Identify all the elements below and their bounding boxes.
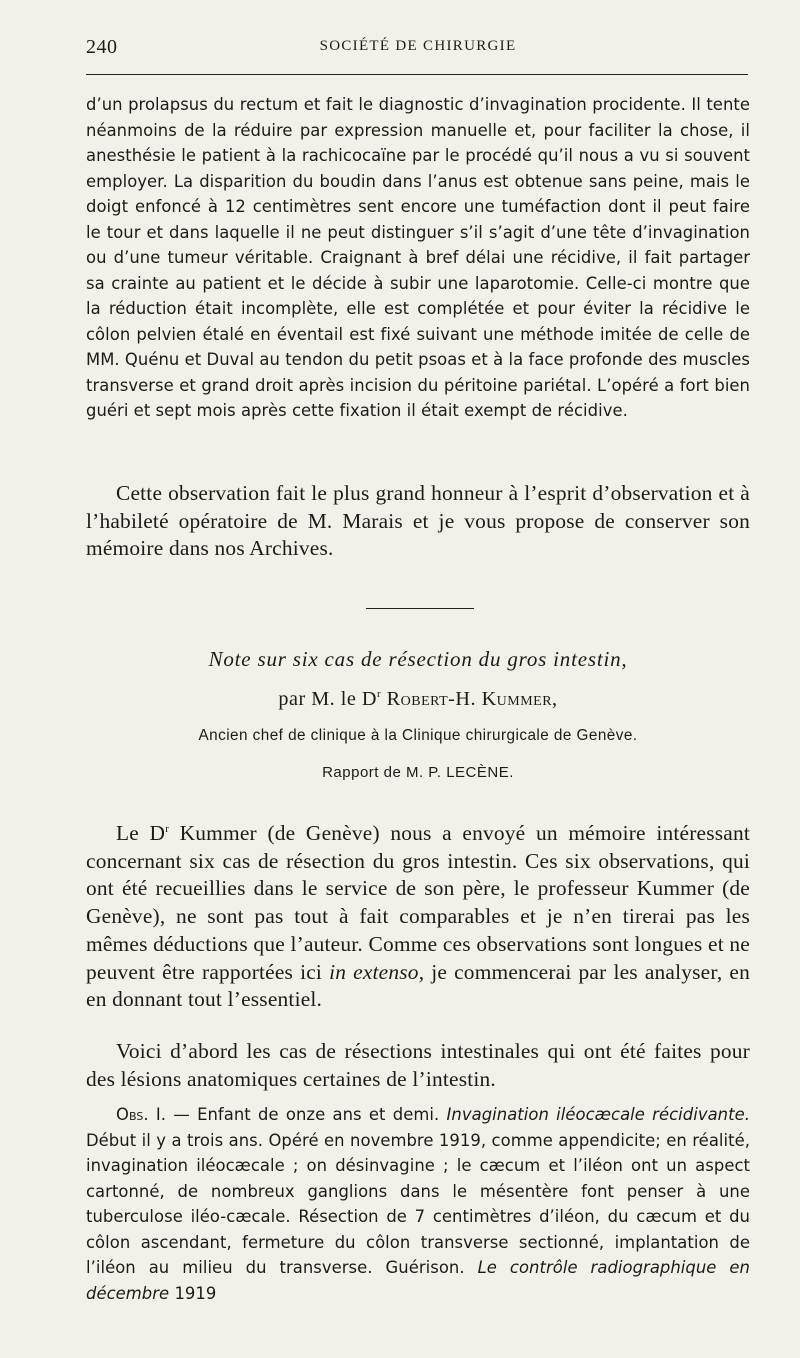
observation-italic-control: Le contrôle radiographique en décembre [86, 1258, 750, 1303]
section-separator-rule [366, 608, 474, 609]
observation-one [86, 1102, 750, 1306]
author-prefix: par M. le D [278, 688, 377, 710]
page-number: 240 [86, 36, 118, 58]
doctor-superscript: r [165, 823, 170, 835]
paragraph-3-text-part-1: Kummer (de Genève) nous a envoyé un mémoire intéressant concernant six cas de résection du gros intestin. Ces six observations, qui ont été recueillies dans le service de son père, le professeur Kummer (de Genève), ne sont pas tout à fait comparables et je n’en tirerai pas les mêmes déductions que l’auteur. Comme ces observations sont longues et ne peuvent être rapportées ici [86, 821, 750, 984]
paragraph-conclusion: Cette observation fait le plus grand honneur à l’esprit d’observation et à l’habileté opératoire de M. Marais et je vous propose de conserver son mémoire dans nos Archives. [86, 481, 750, 561]
observation-text-2: Début il y a trois ans. Opéré en novembre 1919, comme appendicite; en réalité, invagination iléocæcale ; on désinvagine ; le cæcum et l’iléon ont un aspect cartonné, de nombreux ganglions dans le mésentère font penser à une tuberculose iléo-cæcale. Résection de 7 centimètres d’iléon, du cæcum et du côlon ascendant, fermeture du côlon transverse sectionné, implantation de l’iléon au milieu du transverse. Guérison. [86, 1130, 750, 1277]
journal-title: SOCIÉTÉ DE CHIRURGIE [319, 38, 517, 54]
author-name: Robert-H. Kummer, [386, 688, 558, 710]
paragraph-3-text-part-2: , je commencerai par les analyser, en en donnant tout l’essentiel. [86, 959, 750, 1012]
observation-text-3: 1919 [169, 1283, 217, 1303]
report-line: Rapport de M. P. LECÈNE. [322, 764, 514, 781]
note-title: Note sur six cas de résection du gros intestin, [208, 647, 628, 671]
observation-text-1: — Enfant de onze ans et demi. [166, 1105, 447, 1124]
header-rule [86, 74, 748, 75]
observation-italic-diagnosis: Invagination iléocæcale récidivante. [446, 1105, 750, 1124]
observation-label: Obs. I. [116, 1105, 167, 1124]
author-line [86, 688, 750, 711]
italic-in-extenso: in extenso [329, 959, 419, 984]
running-head [86, 36, 750, 60]
paragraph-kummer-introduction [86, 816, 750, 1014]
paragraph-3-before-superscript: Le D [116, 821, 166, 845]
paragraph-prolapsus-case: d’un prolapsus du rectum et fait le diagnostic d’invagination procidente. Il tente néanmoins de la réduire par expression manuelle et, pour faciliter la chose, il anesthésie le patient à la rachicocaïne par le procédé qu’il nous a vu si souvent employer. La disparition du boudin dans l’anus est obtenue sans peine, mais le doigt enfoncé à 12 centimètres sent encore une tuméfaction dont il peut faire le tour et dans laquelle il ne peut distinguer s’il s’agit d’une tête d’invagination ou d’une tumeur véritable. Craignant à bref délai une récidive, il fait partager sa crainte au patient et le décide à subir une laparotomie. Celle-ci montre que la réduction était incomplète, elle est complétée et pour éviter la récidive le côlon pelvien étalé en éventail est fixé suivant une méthode imitée de celle de MM. Quénu et Duval au tendon du petit psoas et à la face profonde des muscles transverse et grand droit après incision du péritoine pariétal. L’opéré a fort bien guéri et sept mois après cette fixation il était exempt de récidive. [86, 95, 750, 420]
author-affiliation: Ancien chef de clinique à la Clinique chirurgicale de Genève. [198, 727, 638, 744]
author-doctor-superscript: r [376, 688, 382, 700]
paragraph-resection-cases-intro: Voici d’abord les cas de résections intestinales qui ont été faites pour des lésions anatomiques certaines de l’intestin. [86, 1039, 750, 1091]
